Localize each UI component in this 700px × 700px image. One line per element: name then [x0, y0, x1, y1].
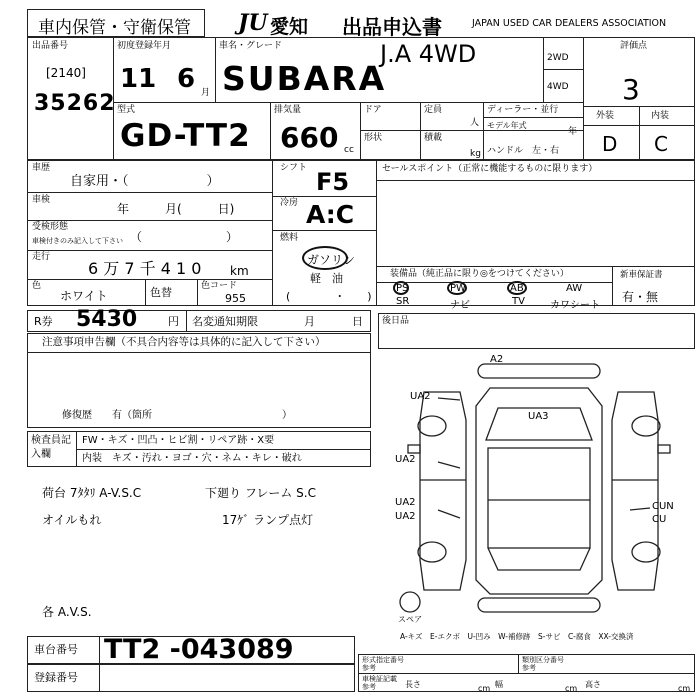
load-unit: kg	[470, 149, 481, 159]
repair-history: 修復歴 有（箇所 ）	[62, 410, 292, 421]
evaluation-label: 評価点	[620, 41, 648, 51]
category-ref: 参考	[522, 664, 536, 672]
registration-label: 初度登録年月	[117, 41, 172, 51]
form-title: 出品申込書	[342, 15, 442, 39]
shift-label: シフト	[280, 163, 308, 173]
fuel-label: 燃料	[280, 233, 299, 243]
warranty-label: 新車保証書	[620, 270, 663, 280]
registration-year: 11	[120, 64, 157, 94]
color-code: 955	[225, 292, 246, 305]
color-value: ホワイト	[60, 289, 108, 303]
receive-note: 車検付きのみ記入して下さい	[32, 237, 123, 245]
history-value: 自家用・（ ）	[70, 174, 220, 189]
r-ticket-unit: 円	[168, 315, 179, 328]
interior-label: 内装	[651, 111, 670, 121]
chassis-number: TT2 -043089	[104, 634, 294, 665]
r-ticket-value: 5430	[76, 307, 138, 332]
wheel-rr	[632, 542, 660, 562]
wheel-fr	[632, 416, 660, 436]
reg-label: 登録番号	[34, 671, 78, 684]
equipment-label: 装備品（純正品に限り◎をつけてください）	[390, 269, 569, 279]
fuel-paren: ( ・ )	[286, 290, 372, 303]
equip-ps: PS	[396, 283, 409, 294]
color-code-label: 色コード	[201, 281, 238, 291]
ju-logo: JU	[238, 10, 268, 36]
mark-leader-2	[438, 462, 460, 468]
mirror-left	[408, 445, 420, 453]
equip-ab-circle	[507, 281, 527, 295]
length-unit: cm	[478, 684, 491, 693]
handle-label: ハンドル 左・右	[487, 146, 560, 156]
shift-value: F5	[316, 168, 350, 196]
name-label: 車名・グレード	[219, 41, 283, 51]
inspector-label: 検査員記入欄	[31, 435, 71, 460]
lot-number: 35262	[34, 91, 116, 116]
roof-shape	[488, 448, 590, 548]
wheel-rl	[418, 542, 446, 562]
form-number-label: 形式指定番号	[362, 656, 404, 664]
evaluation-score: 3	[622, 73, 640, 106]
receive-value: （ ）	[130, 230, 239, 244]
equip-aw: AW	[566, 283, 583, 294]
sales-point-label: セールスポイント（正常に機能するものに限ります）	[382, 164, 598, 174]
association-name: JAPAN USED CAR DEALERS ASSOCIATION	[472, 18, 667, 29]
fuel-alt: 軽 油	[310, 272, 343, 285]
equip-tv: TV	[512, 296, 525, 307]
front-bumper-shape	[478, 364, 600, 378]
model-year-unit: 年	[568, 127, 578, 137]
equip-pw-circle	[447, 281, 467, 295]
chassis-label: 車台番号	[34, 643, 78, 656]
category-label: 類別区分番号	[522, 656, 564, 664]
receive-label: 受検形態	[32, 222, 69, 232]
width-unit: cm	[565, 684, 578, 693]
registry-ref: 参考	[362, 683, 376, 691]
displacement-label: 排気量	[274, 105, 302, 115]
note-line-4: 17ｹﾞ ランプ点灯	[222, 513, 314, 527]
mileage-value: 6 万 7 千 4 1 0	[88, 259, 202, 278]
exterior-label: 外装	[596, 111, 615, 121]
shape-label: 形状	[364, 133, 383, 143]
inspection-value: 年 月( 日)	[117, 202, 235, 216]
note-line-5: 各 A.V.S.	[42, 605, 92, 619]
notes-label: 注意事項申告欄（不具合内容等は具体的に記入して下さい）	[42, 336, 326, 348]
capacity-label: 定員	[424, 105, 443, 115]
mark-leader-3	[438, 510, 460, 518]
registration-month-unit: 月	[201, 88, 211, 98]
wheel-fl	[418, 416, 446, 436]
tax-label: 名変通知期限	[192, 315, 258, 328]
history-label: 車歴	[32, 163, 51, 173]
mileage-unit: km	[230, 264, 249, 278]
equip-leather: カワシート	[550, 300, 600, 311]
mark-leader-4	[630, 508, 650, 510]
post-date-box	[378, 313, 695, 349]
mark-ua2-3: UA2	[395, 497, 416, 508]
lot-sub-number: [2140]	[46, 66, 86, 80]
model-code: GD-TT2	[120, 118, 251, 154]
r-ticket-label: R券	[34, 315, 53, 328]
inspector-row2: キズ・汚れ・ヨゴ・穴・ネム・キレ・破れ	[112, 453, 302, 464]
capacity-unit: 人	[470, 118, 480, 128]
mark-leader-1	[438, 398, 460, 400]
color-swap-label: 色替	[150, 286, 172, 299]
dealer-label: ディーラー・並行	[487, 105, 559, 115]
left-side-shape	[420, 392, 466, 590]
displacement-unit: cc	[344, 145, 354, 155]
registration-month: 6	[177, 64, 196, 94]
legend-text: A-キズ E-エクボ U-凹み W-補修跡 S-サビ C-腐食 XX-交換済	[400, 632, 634, 641]
storage-label: 車内保管・守衛保管	[38, 18, 191, 38]
drive-2wd: 2WD	[547, 53, 569, 63]
cooling-value: A:C	[306, 200, 355, 229]
car-grade: J.A 4WD	[380, 40, 477, 68]
rear-shape	[488, 548, 590, 570]
mark-ua2-2: UA2	[395, 454, 416, 465]
mirror-right	[658, 445, 670, 453]
equip-sr: SR	[396, 296, 410, 307]
doors-label: ドア	[364, 105, 382, 115]
right-side-shape	[612, 392, 658, 590]
inspector-row1: FW・キズ・凹凸・ヒビ割・リペア跡・X要	[82, 435, 275, 446]
equip-pw: PW	[450, 283, 466, 294]
equip-navi: ナビ	[450, 300, 470, 311]
mark-ua3: UA3	[528, 411, 549, 422]
displacement-value: 660	[280, 121, 339, 154]
car-diagram	[380, 350, 695, 625]
registry-label: 車検証記載	[362, 675, 397, 683]
form-number-ref: 参考	[362, 664, 376, 672]
model-label: 型式	[117, 105, 136, 115]
inspector-row2-label: 内装	[82, 453, 102, 464]
mark-cu: CU	[652, 514, 667, 525]
mileage-label: 走行	[32, 252, 51, 262]
exterior-grade: D	[602, 132, 618, 156]
car-name: SUBARA	[222, 59, 387, 98]
width-label: 幅	[495, 680, 503, 689]
post-date-label: 後日品	[382, 316, 410, 326]
mark-ua2-1: UA2	[410, 391, 431, 402]
load-label: 積載	[424, 133, 443, 143]
spare-label: スペア	[398, 615, 422, 624]
fuel-value: ガソリン	[307, 253, 356, 267]
org-name: 愛知	[270, 16, 309, 38]
interior-grade: C	[654, 132, 668, 156]
inspection-label: 車検	[32, 195, 51, 205]
equipment-row1	[390, 283, 610, 294]
note-line-3: オイルもれ	[42, 513, 102, 527]
mark-cun: CUN	[652, 501, 674, 512]
warranty-value: 有・無	[622, 290, 659, 304]
rear-bumper-shape	[478, 598, 600, 612]
mark-a2: A2	[490, 354, 504, 365]
height-label: 高さ	[585, 680, 601, 689]
equip-ab: AB	[510, 283, 524, 294]
equip-ps-circle	[393, 281, 409, 295]
equipment-row2	[390, 296, 610, 311]
spare-tire-shape	[400, 592, 420, 612]
mark-ua2-4: UA2	[395, 511, 416, 522]
note-line-1: 荷台 7ﾀﾀﾘ A-V.S.C	[42, 486, 142, 500]
cooling-label: 冷房	[280, 198, 299, 208]
tax-day: 日	[352, 315, 363, 328]
drive-4wd: 4WD	[547, 82, 569, 92]
color-label: 色	[32, 281, 42, 291]
note-line-2: 下廻り フレーム S.C	[205, 486, 316, 500]
length-label: 長さ	[405, 680, 421, 689]
height-unit: cm	[678, 684, 691, 693]
tax-month: 月	[304, 315, 315, 328]
model-year-label: モデル年式	[487, 121, 527, 130]
lot-label: 出品番号	[32, 41, 69, 51]
